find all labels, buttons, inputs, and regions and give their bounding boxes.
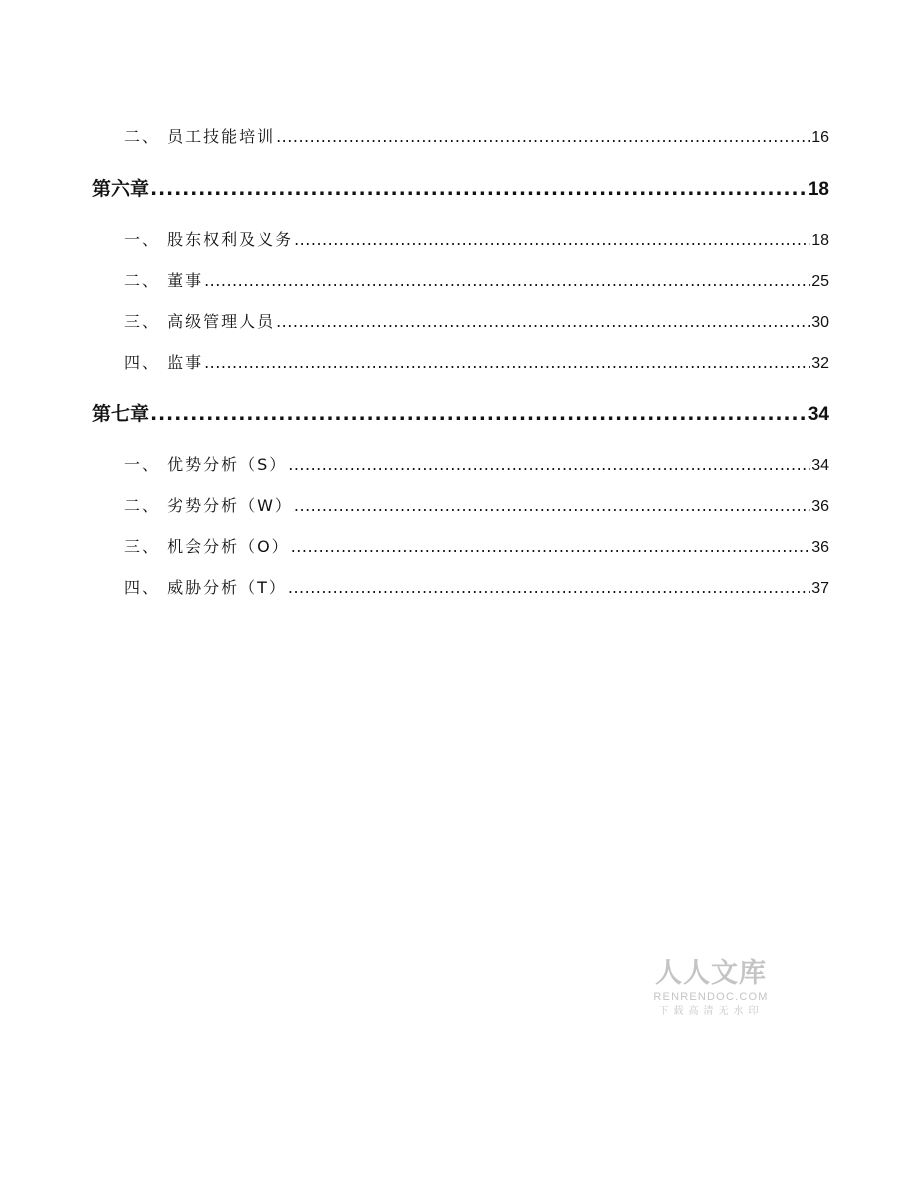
toc-page-number: 34: [811, 457, 829, 474]
toc-page-number: 32: [811, 355, 829, 372]
toc-entry-shareholder-rights[interactable]: [92, 227, 829, 250]
toc-entry-senior-management[interactable]: [92, 309, 829, 332]
toc-entry-title: 四、 监事: [124, 353, 204, 372]
toc-dot-leader: [276, 312, 810, 331]
toc-dot-leader: [150, 178, 807, 200]
toc-page-number: 36: [811, 539, 829, 556]
toc-entry-title: 一、 股东权利及义务: [124, 230, 294, 249]
toc-dot-leader: [294, 496, 810, 515]
toc-page-number: 36: [811, 498, 829, 515]
toc-entry-weaknesses[interactable]: [92, 493, 829, 516]
toc-chapter-title: 第七章: [92, 403, 150, 425]
toc-entry-title: 二、 员工技能培训: [124, 127, 276, 146]
toc-chapter-7[interactable]: [92, 399, 829, 426]
toc-dot-leader: [150, 403, 807, 425]
toc-page-number: 18: [807, 179, 829, 200]
toc-page-number: 18: [811, 232, 829, 249]
toc-page-number: 30: [811, 314, 829, 331]
toc-entry-opportunities[interactable]: [92, 534, 829, 557]
toc-dot-leader: [294, 230, 810, 249]
toc-entry-title: 四、 威胁分析（T）: [124, 578, 287, 597]
toc-chapter-title: 第六章: [92, 178, 150, 200]
toc-chapter-6[interactable]: [92, 174, 829, 201]
watermark-logo: [646, 958, 776, 1020]
toc-dot-leader: [288, 455, 810, 474]
watermark-url: RENRENDOC.COM: [653, 991, 769, 1003]
toc-page-number: 37: [811, 580, 829, 597]
toc-entry-directors[interactable]: [92, 268, 829, 291]
watermark-slogan: 下载高清无水印: [658, 1006, 764, 1017]
toc-page-number: 25: [811, 273, 829, 290]
toc-entry-strengths[interactable]: [92, 452, 829, 475]
toc-dot-leader: [276, 127, 810, 146]
toc-entry-title: 三、 机会分析（O）: [124, 537, 290, 556]
toc-dot-leader: [288, 578, 810, 597]
toc-page-number: 16: [811, 129, 829, 146]
toc-dot-leader: [204, 353, 810, 372]
toc-entry-title: 三、 高级管理人员: [124, 312, 276, 331]
toc-entry-threats[interactable]: [92, 575, 829, 598]
watermark-brand: 人人文库: [655, 958, 767, 989]
toc-page-number: 34: [807, 404, 829, 425]
toc-entry-employee-skill-training[interactable]: [92, 124, 829, 147]
toc-entry-supervisors[interactable]: [92, 350, 829, 373]
toc-dot-leader: [291, 537, 811, 556]
toc-entry-title: 二、 董事: [124, 271, 204, 290]
toc-entry-title: 二、 劣势分析（W）: [124, 496, 293, 515]
toc-entry-title: 一、 优势分析（S）: [124, 455, 288, 474]
toc-dot-leader: [204, 271, 810, 290]
